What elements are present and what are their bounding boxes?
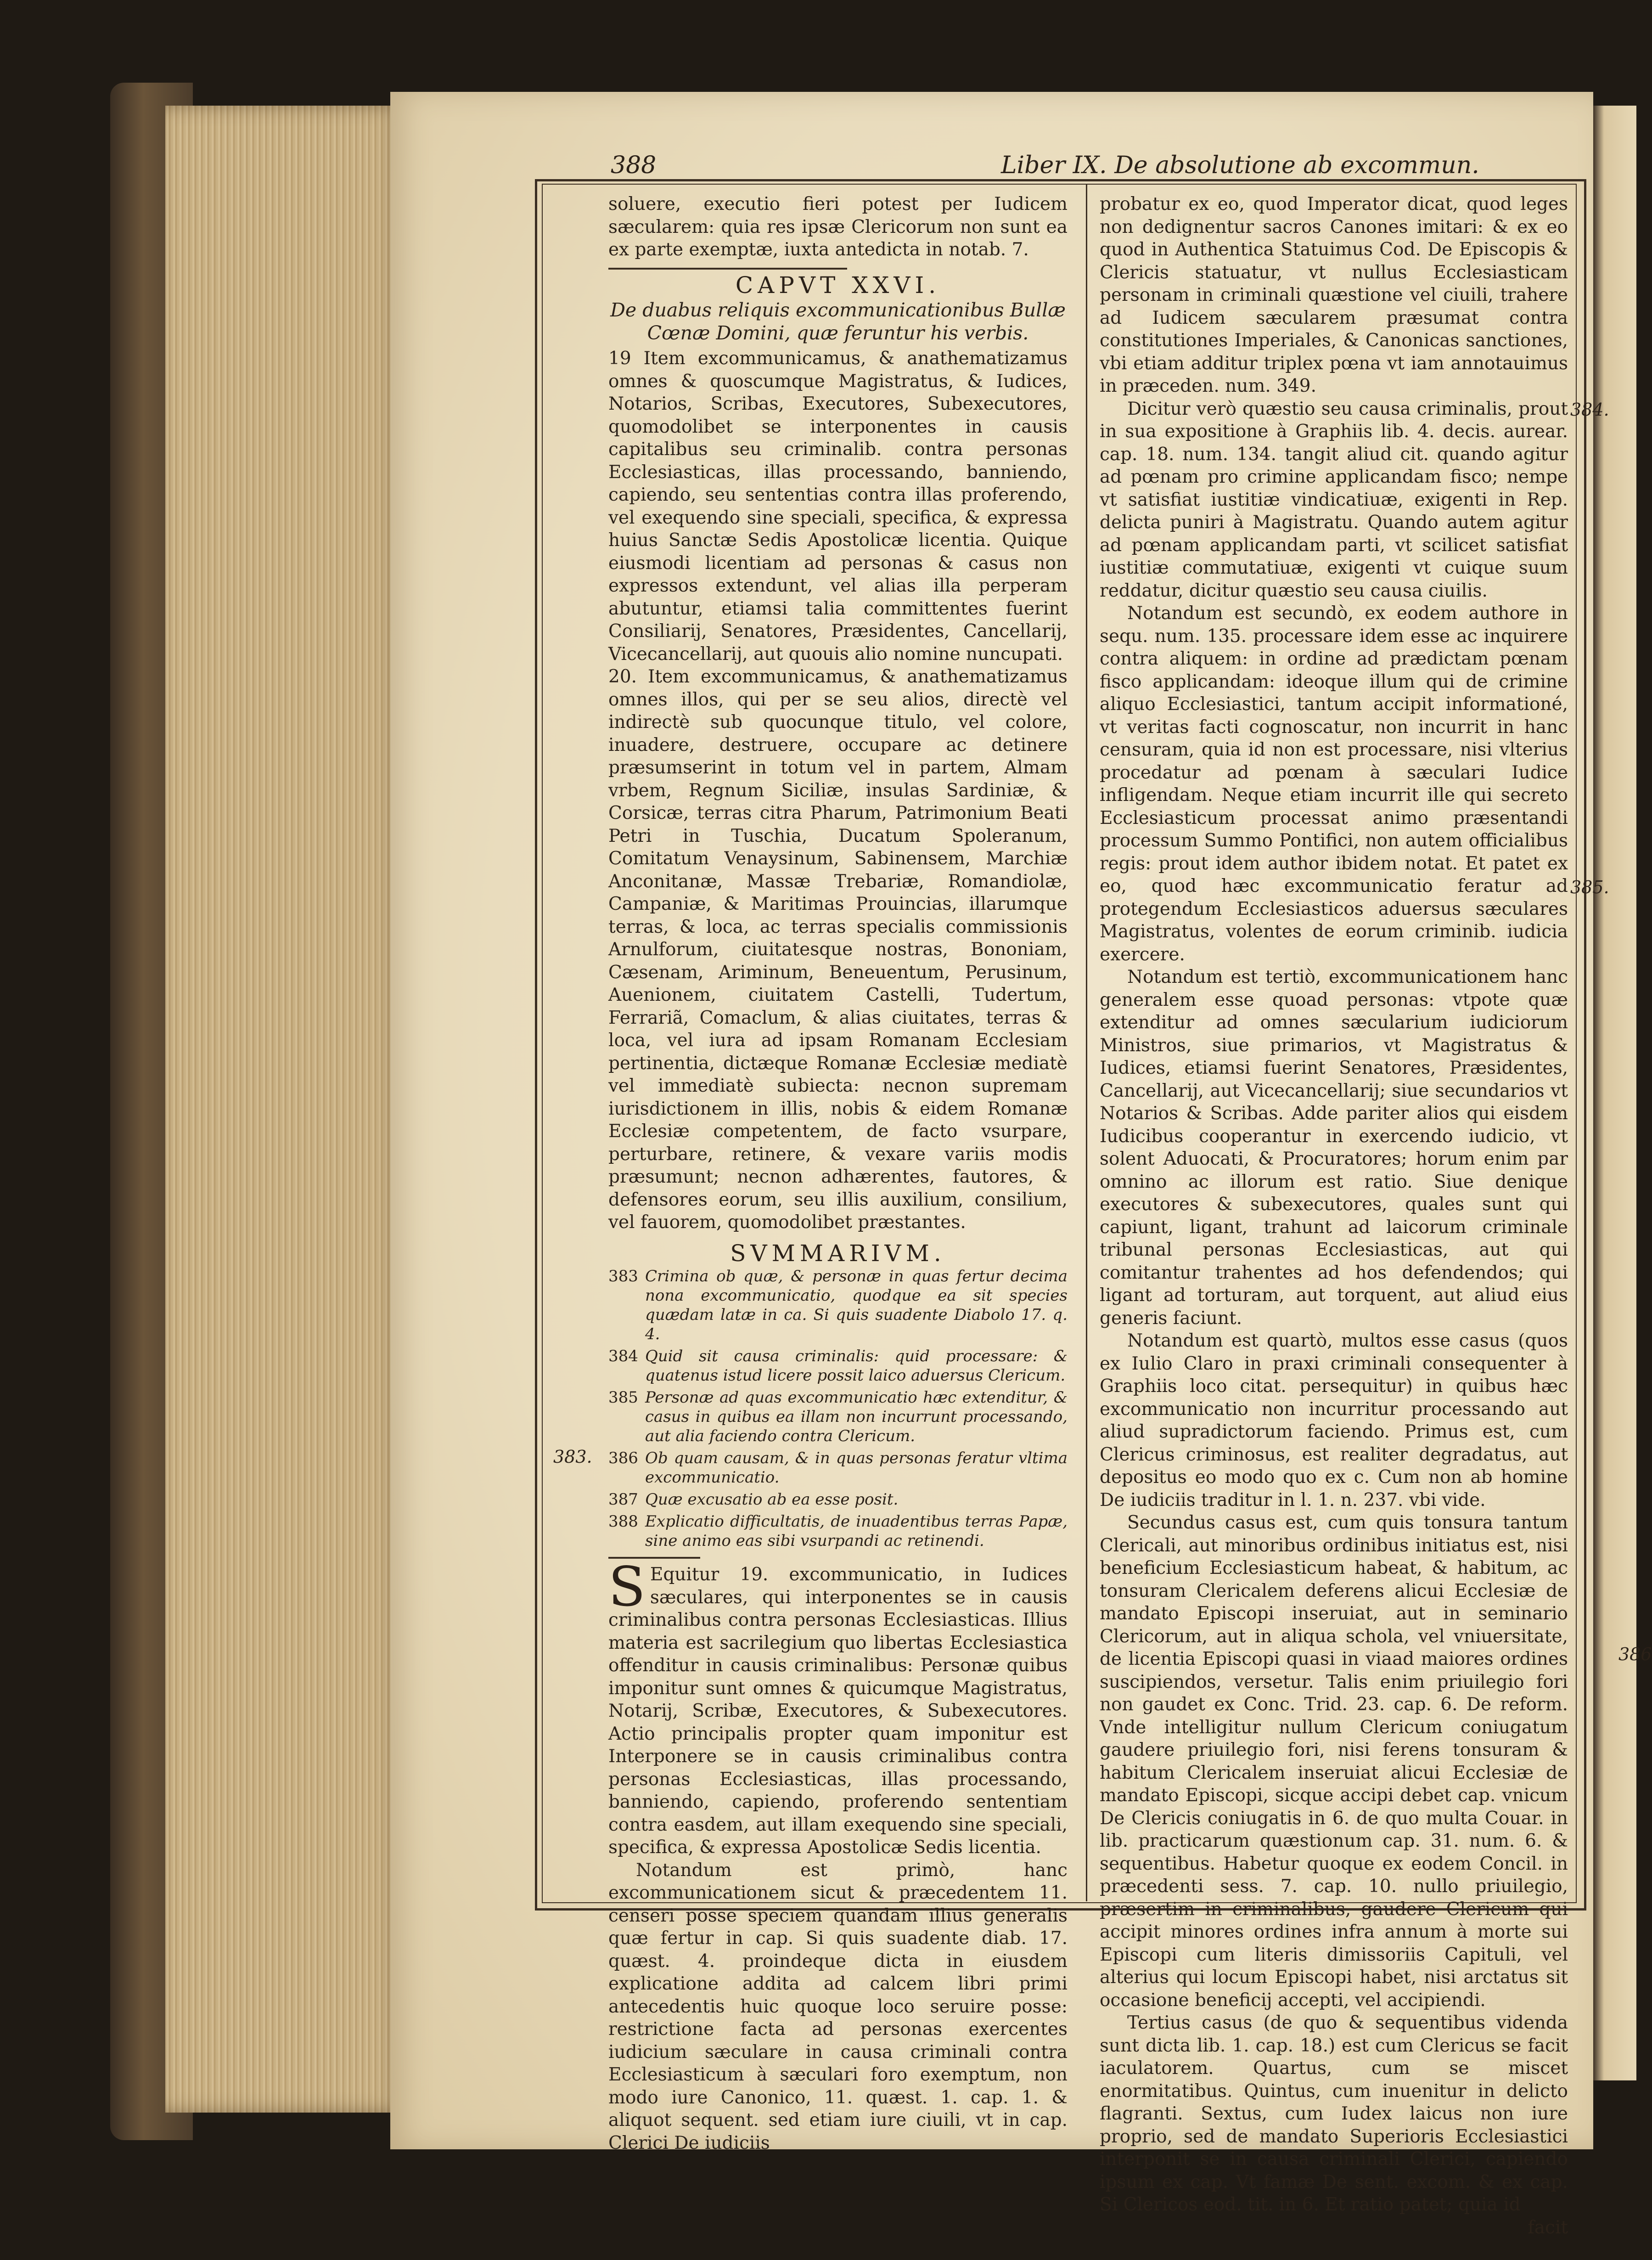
right-paragraph-5: Notandum est quartò, multos esse casus (quos ex Iulio Claro in praxi criminali consequenter à Graphiis loco citat. persequitur) in quibus hæc excommunicatio non incurritur processando aut aliud supradictorum faciendo. Primus est, cum Clericus criminosus, est realiter degradatus, aut depositus eo modo quo ex c. Cum non ab homine De iudiciis traditur in l. 1. n. 237. vbi vide.	[1100, 1330, 1568, 1510]
drop-cap: S	[608, 1555, 646, 1618]
continuation-text: soluere, executio fieri potest per Iudicem sæcularem: quia res ipsæ Clericorum non sunt ea ex parte exemptæ, iuxta antedicta in notab. 7.	[608, 194, 1068, 260]
summary-text: Quid sit causa criminalis: quid processare: & quatenus istud licere possit laico aduersus Clericum.	[645, 1347, 1068, 1385]
summary-number: 386	[608, 1449, 638, 1467]
right-paragraph-2: Dicitur verò quæstio seu causa criminalis, prout in sua expositione à Graphiis lib. 4. decis. aurear. cap. 18. num. 134. tangit aliud cit. quando agitur ad pœnam pro crimine applicandam fisco; nempe vt satisfiat iustitiæ vindicatiuæ, exigenti in Rep. delicta puniri à Magistratu. Quando autem agitur ad pœnam applicandam parti, vt scilicet satisfiat iustitiæ commutatiuæ, exigenti vt cuique suum reddatur, dicitur quæstio seu causa ciuilis.	[1100, 398, 1568, 601]
summary-number: 388	[608, 1512, 638, 1531]
catchword: facit	[1528, 2217, 1568, 2238]
summary-number: 383	[608, 1267, 638, 1285]
margin-note-383: 383.	[553, 1447, 592, 1467]
right-column	[1100, 193, 1568, 2239]
summary-number: 384	[608, 1347, 638, 1365]
summary-list	[608, 1267, 1068, 1550]
summary-text: Ob quam causam, & in quas personas feratur vltima excommunicatio.	[645, 1449, 1068, 1487]
right-paragraph-1: probatur ex eo, quod Imperator dicat, quod leges non dedignentur sacros Canones imitari: & ex eo quod in Authentica Statuimus Cod. De Episcopis & Clericis statuatur, vt nullus Ecclesiasticam personam in criminali quæstione vel ciuili, trahere ad Iudicem sæcularem præsumat contra constitutiones Imperiales, & Canonicas sanctiones, vbi etiam additur triplex pœna vt iam annotauimus in præceden. num. 349.	[1100, 194, 1568, 396]
summary-item	[608, 1267, 1068, 1344]
right-paragraph-3: Notandum est secundò, ex eodem authore in sequ. num. 135. processare idem esse ac inquirere contra aliquem: in ordine ad prædictam pœnam fisco applicandam: ideoque illum qui de crimine aliquo Ecclesiastici, tantum accipit informationé, vt veritas facti cognoscatur, non incurrit in hanc censuram, quia id non est processare, nisi vlterius procedatur ad pœnam à sæculari Iudice infligendam. Neque etiam incurrit ille qui secreto Ecclesiasticum processat animo præsentandi processum Summo Pontifici, non autem officialibus regis: prout idem author ibidem notat. Et patet ex eo, quod hæc excommunicatio feratur ad protegendum Ecclesiasticos aduersus sæculares Magistratus, volentes de eorum criminib. iudicia exercere.	[1100, 603, 1568, 965]
summary-number: 385	[608, 1388, 638, 1407]
left-column	[608, 193, 1068, 2154]
page-number: 388	[611, 152, 657, 179]
body-paragraph-1-text: Equitur 19. excommunicatio, in Iudices sæculares, qui interponentes se in causis criminalibus contra personas Ecclesiasticas. Illius materia est sacrilegium quo libertas Ecclesiastica offenditur in causis criminalibus: Personæ quibus imponitur sunt omnes & quicumque Magistratus, Notarij, Scribæ, Executores, & Subexecutores. Actio principalis propter quam imponitur est Interponere se in causis criminalibus contra personas Ecclesiasticas, illas processando, banniendo, capiendo, proferendo sententiam contra easdem, aut illam exequendo sine speciali, specifica, & expressa Apostolicæ Sedis licentia.	[608, 1564, 1068, 1858]
column-divider	[1086, 184, 1087, 1901]
summary-item	[608, 1448, 1068, 1487]
summary-item	[608, 1388, 1068, 1446]
chapter-subtitle: De duabus reliquis excommunicationibus Bullæ Cœnæ Domini, quæ feruntur his verbis.	[610, 299, 1066, 344]
summary-text: Crimina ob quæ, & personæ in quas fertur decima nona excommunicatio, quodque ea sit species quædam latæ in ca. Si quis suadente Diabolo 17. q. 4.	[645, 1267, 1068, 1343]
summary-text: Explicatio difficultatis, de inuadentibus terras Papæ, sine animo eas sibi vsurpandi ac retinendi.	[645, 1512, 1068, 1550]
summary-number: 387	[608, 1490, 638, 1509]
summary-text: Personæ ad quas excommunicatio hæc extenditur, & casus in quibus ea illam non incurrunt processando, aut alia faciendo contra Clericum.	[645, 1388, 1068, 1445]
margin-note-384: 384.	[1570, 400, 1609, 420]
paragraph-19: 19 Item excommunicamus, & anathematizamus omnes & quoscumque Magistratus, & Iudices, Notarios, Scribas, Executores, Subexecutores, quomodolibet se interponentes in causis capitalibus seu criminalib. contra personas Ecclesiasticas, illas processando, banniendo, capiendo, seu sententias contra illas proferendo, vel exequendo sine speciali, specifica, & expressa huius Sanctæ Sedis Apostolicæ licentia. Quique eiusmodi licentiam ad personas & casus non expressos extendunt, vel alias illa perperam abutuntur, etiamsi talia committentes fuerint Consiliarij, Senatores, Præsidentes, Cancellarij, Vicecancellarij, aut quouis alio nomine nuncupati.	[608, 348, 1068, 665]
facing-page-margin-number: 386	[1618, 1644, 1652, 1664]
margin-note-385: 385.	[1570, 877, 1609, 897]
summary-title: SVMMARIVM.	[730, 1240, 946, 1267]
chapter-title: CAPVT XXVI.	[735, 271, 941, 299]
right-paragraph-4: Notandum est tertiò, excommunicationem hanc generalem esse quoad personas: vtpote quæ extenditur ad omnes sæcularium iudiciorum Ministros, siue primarios, vt Magistratus & Iudices, etiamsi fuerint Senatores, Præsidentes, Cancellarij, aut Vicecancellarij; siue secundarios vt Notarios & Scribas. Adde pariter alios qui eisdem Iudicibus cooperantur in exercendo iudicio, vt solent Aduocati, & Procuratores; horum enim par omnino ac illorum est ratio. Siue denique executores & subexecutores, quales sunt qui capiunt, ligant, trahunt ad laicorum criminale tribunal personas Ecclesiasticas, aut qui comitantur trahentes ad hos defendendos; qui ligant ad torturam, aut torquent, aut aliud eius generis faciunt.	[1100, 967, 1568, 1329]
right-paragraph-7: Tertius casus (de quo & sequentibus videnda sunt dicta lib. 1. cap. 18.) est cum Clericus se facit iaculatorem. Quartus, cum se miscet enormitatibus. Quintus, cum inuenitur in delicto flagranti. Sextus, cum Iudex laicus non iure proprio, sed de mandato Superioris Ecclesiastici interponit se in causa criminali Clerici, capiendo ipsum ex cap. Vt famæ De sent. excom. & ex cap. Si Clericos eod. tit. in 6. Et ratio patet; quia id	[1100, 2012, 1568, 2215]
body-paragraph-1	[608, 1555, 1068, 1859]
running-title: Liber IX. De absolutione ab excommun.	[1001, 152, 1479, 179]
summary-text: Quæ excusatio ab ea esse posit.	[645, 1490, 899, 1509]
page-stack-edge	[165, 106, 404, 2113]
body-paragraph-2: Notandum est primò, hanc excommunicationem sicut & præcedentem 11. censeri posse speciem quandam illius generalis quæ fertur in cap. Si quis suadente diab. 17. quæst. 4. proindeque dicta in eiusdem explicatione addita ad calcem libri primi antecedentis huic quoque loco seruire posse: restrictione facta ad personas exercentes iudicium sæculare in causa criminali contra Ecclesiasticum à sæculari foro exemptum, non modo iure Canonico, 11. quæst. 1. cap. 1. & aliquot sequent. sed etiam iure ciuili, vt in cap. Clerici De iudiciis	[608, 1860, 1068, 2153]
right-paragraph-6: Secundus casus est, cum quis tonsura tantum Clericali, aut minoribus ordinibus initiatus est, nisi beneficium Ecclesiasticum habeat, & habitum, ac tonsuram Clericalem deferens alicui Ecclesiæ de mandato Episcopi inseruiat, aut in seminario Clericorum, aut in aliqua schola, vel vniuersitate, de licentia Episcopi quasi in viaad maiores ordines suscipiendos, versetur. Talis enim priuilegio fori non gaudet ex Conc. Trid. 23. cap. 6. De reform. Vnde intelligitur nullum Clericum coniugatum gaudere priuilegio fori, nisi ferens tonsuram & habitum Clericalem inseruiat alicui Ecclesiæ de mandato Episcopi, sicque accipi debet cap. vnicum De Clericis coniugatis in 6. de quo multa Couar. in lib. practicarum quæstionum cap. 31. num. 6. & sequentibus. Habetur quoque ex eodem Concil. in præcedenti sess. 7. cap. 10. nullo priuilegio, præsertim in criminalibus, gaudere Clericum qui accipit minores ordines infra annum à morte sui Episcopi cum literis dimissoriis Capituli, vel alterius qui locum Episcopi habet, nisi arctatus sit occasione beneficij accepti, vel accipiendi.	[1100, 1512, 1568, 2011]
summary-item	[608, 1347, 1068, 1385]
paragraph-20: 20. Item excommunicamus, & anathematizamus omnes illos, qui per se seu alios, directè vel indirectè sub quocunque titulo, vel colore, inuadere, destruere, occupare ac detinere præsumserint in totum vel in partem, Almam vrbem, Regnum Siciliæ, insulas Sardiniæ, & Corsicæ, terras citra Pharum, Patrimonium Beati Petri in Tuschia, Ducatum Spoleranum, Comitatum Venaysinum, Sabinensem, Marchiæ Anconitanæ, Massæ Trebariæ, Romandiolæ, Campaniæ, & Maritimas Prouincias, illarumque terras, & loca, ac terras specialis commissionis Arnulforum, ciuitatesque nostras, Bononiam, Cæsenam, Ariminum, Beneuentum, Perusinum, Auenionem, ciuitatem Castelli, Tudertum, Ferrariã, Comaclum, & alias ciuitates, terras & loca, vel iura ad ipsam Romanam Ecclesiam pertinentia, dictæque Romanæ Ecclesiæ mediatè vel immediatè subiecta: necnon supremam iurisdictionem in illis, nobis & eidem Romanæ Ecclesiæ competentem, de facto vsurpare, perturbare, retinere, & vexare variis modis præsumunt; necnon adhærentes, fautores, & defensores eorum, seu illis auxilium, consilium, vel fauorem, quomodolibet præstantes.	[608, 666, 1068, 1233]
summary-item	[608, 1490, 1068, 1509]
section-rule	[608, 268, 847, 270]
summary-item	[608, 1512, 1068, 1550]
